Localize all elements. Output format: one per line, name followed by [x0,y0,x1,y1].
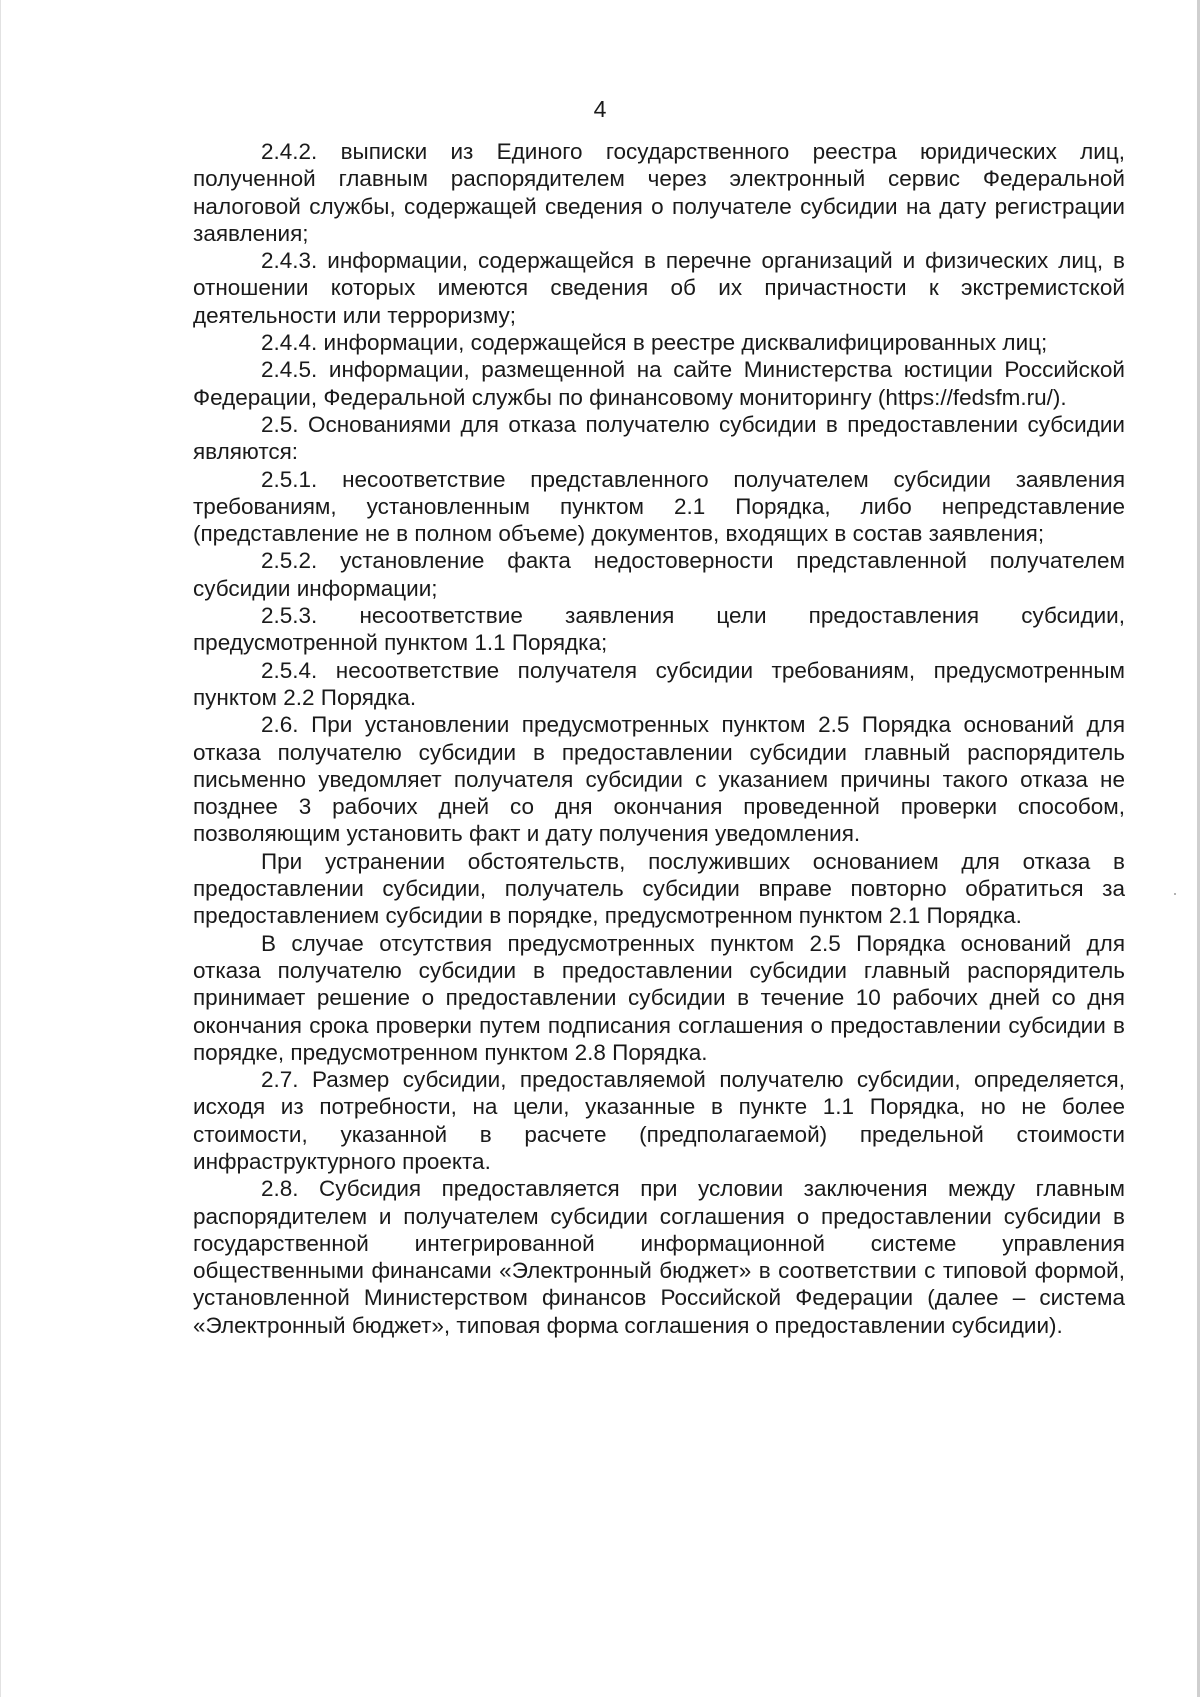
paragraph-2-5-1: 2.5.1. несоответствие представленного получателем субсидии заявления требованиям, установленным пунктом 2.1 Порядка, либо непредставление (представление не в полном объеме) документов, входящих в состав заявления; [193,466,1125,547]
scan-speck [1174,893,1176,895]
paragraph-2-5-2: 2.5.2. установление факта недостоверности представленной получателем субсидии информации; [193,548,1125,601]
paragraph-2-6-decision: В случае отсутствия предусмотренных пунктом 2.5 Порядка оснований для отказа получателю субсидии в предоставлении субсидии главный распорядитель принимает решение о предоставлении субсидии в течение 10 рабочих дней со дня окончания срока проверки путем подписания соглашения о предоставлении субсидии в порядке, предусмотренном пунктом 2.8 Порядка. [193,930,1125,1065]
paragraph-2-7: 2.7. Размер субсидии, предоставляемой получателю субсидии, определяется, исходя из потребности, на цели, указанные в пункте 1.1 Порядка, но не более стоимости, указанной в расчете (предполагаемой) предельной стоимости инфраструктурного проекта. [193,1067,1125,1174]
document-body [193,138,1125,1339]
paragraph-2-4-2: 2.4.2. выписки из Единого государственного реестра юридических лиц, полученной главным распорядителем через электронный сервис Федеральной налоговой службы, содержащей сведения о получателе субсидии на дату регистрации заявления; [193,139,1125,246]
paragraph-2-4-4: 2.4.4. информации, содержащейся в реестре дисквалифицированных лиц; [261,330,1048,356]
paragraph-2-6: 2.6. При установлении предусмотренных пунктом 2.5 Порядка оснований для отказа получателю субсидии в предоставлении субсидии главный распорядитель письменно уведомляет получателя субсидии с указанием причины такого отказа не позднее 3 рабочих дней со дня окончания проведенной проверки способом, позволяющим установить факт и дату получения уведомления. [193,712,1125,847]
paragraph-2-4-5: 2.4.5. информации, размещенной на сайте Министерства юстиции Российской Федерации, Федеральной службы по финансовому мониторингу (https://fedsfm.ru/). [193,357,1125,410]
paragraph-2-6-resubmission: При устранении обстоятельств, послуживших основанием для отказа в предоставлении субсидии, получатель субсидии вправе повторно обратиться за предоставлением субсидии в порядке, предусмотренном пунктом 2.1 Порядка. [193,848,1125,929]
paragraph-2-5: 2.5. Основаниями для отказа получателю субсидии в предоставлении субсидии являются: [193,411,1125,465]
paragraph-2-8: 2.8. Субсидия предоставляется при условии заключения между главным распорядителем и получателем субсидии соглашения о предоставлении субсидии в государственной интегрированной информационной системе управления общественными финансами «Электронный бюджет» в соответствии с типовой формой, установленной Министерством финансов Российской Федерации (далее – система «Электронный бюджет», типовая форма соглашения о предоставлении субсидии). [193,1176,1125,1338]
page-left-edge [0,0,1,1697]
paragraph-2-5-3: 2.5.3. несоответствие заявления цели предоставления субсидии, предусмотренной пунктом 1.1 Порядка; [193,603,1125,656]
paragraph-2-4-3: 2.4.3. информации, содержащейся в перечне организаций и физических лиц, в отношении которых имеются сведения об их причастности к экстремистской деятельности или терроризму; [193,248,1125,328]
page-number: 4 [593,96,607,122]
paragraph-2-5-4: 2.5.4. несоответствие получателя субсидии требованиям, предусмотренным пунктом 2.2 Порядка. [193,657,1125,710]
